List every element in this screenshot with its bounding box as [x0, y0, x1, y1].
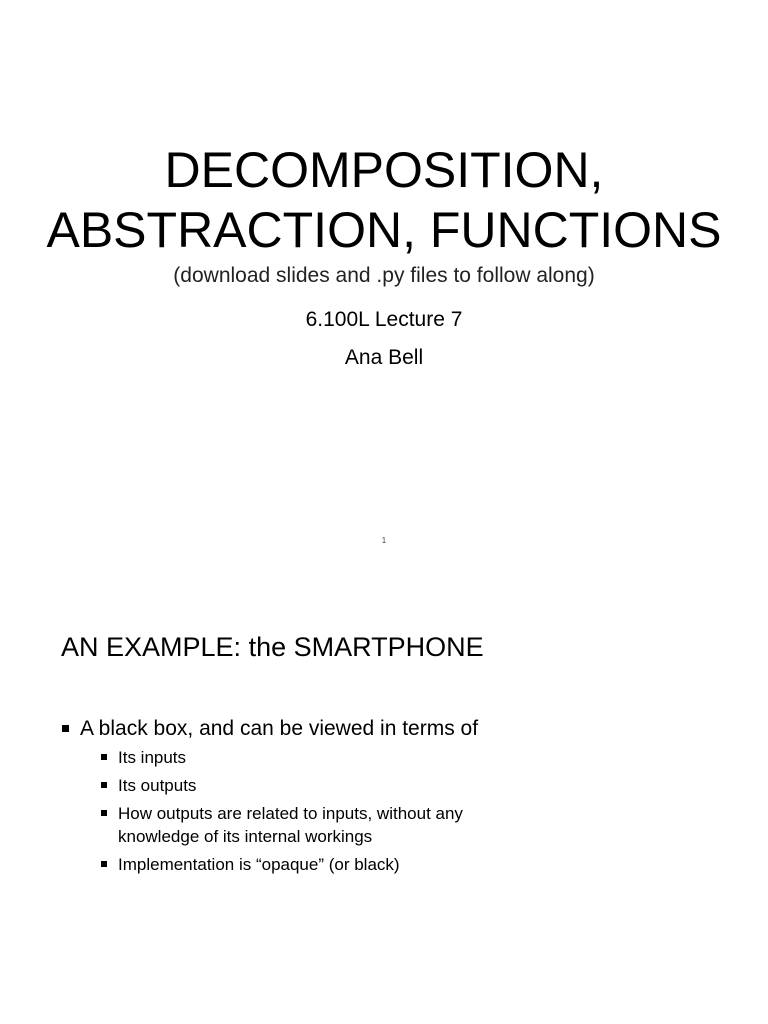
square-bullet-icon: [101, 861, 107, 867]
lecture-label: 6.100L Lecture 7: [305, 308, 463, 331]
list-item: [61, 714, 721, 876]
slide-heading: AN EXAMPLE: the SMARTPHONE: [61, 632, 484, 662]
slide-2: [0, 576, 768, 1024]
sub-bullet-text: Its inputs: [118, 748, 187, 767]
list-item: [100, 746, 548, 769]
slide-title: [0, 140, 768, 260]
square-bullet-icon: [62, 725, 69, 732]
sub-bullet-list: [100, 746, 721, 876]
bullet-list: [61, 714, 721, 881]
page-number: 1: [381, 536, 387, 545]
sub-bullet-text: Its outputs: [118, 776, 197, 795]
square-bullet-icon: [101, 754, 107, 760]
title-line-2: ABSTRACTION, FUNCTIONS: [46, 202, 722, 258]
square-bullet-icon: [101, 782, 107, 788]
title-line-1: DECOMPOSITION,: [164, 142, 604, 198]
slide-subtitle: (download slides and .py files to follow along): [173, 264, 595, 287]
sub-bullet-text: How outputs are related to inputs, without any knowledge of its internal workings: [118, 804, 463, 846]
sub-bullet-text: Implementation is “opaque” (or black): [118, 855, 400, 874]
list-item: [100, 774, 548, 797]
list-item: [100, 853, 548, 876]
list-item: [100, 802, 548, 848]
square-bullet-icon: [101, 810, 107, 816]
bullet-text: A black box, and can be viewed in terms of: [80, 717, 479, 740]
author-name: Ana Bell: [344, 346, 424, 369]
